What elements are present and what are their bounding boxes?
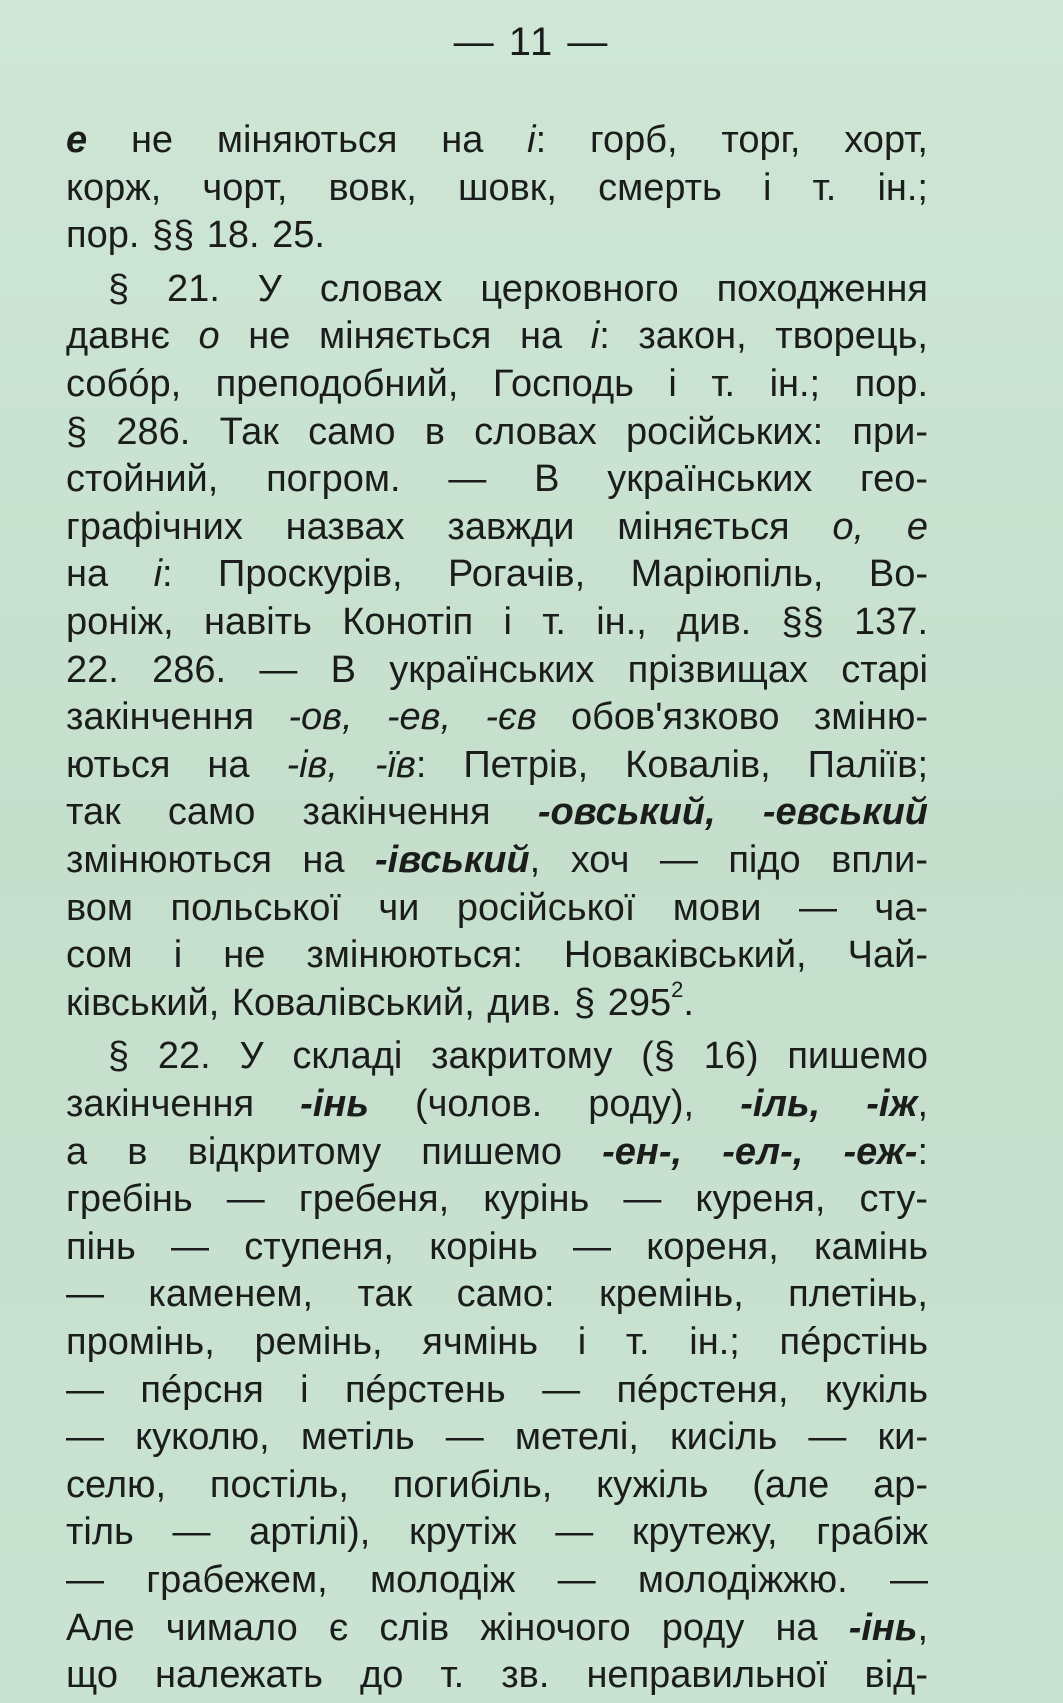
text-line: вом польської чи російської мови — ча-	[66, 886, 928, 929]
text-line: ківський, Ковалівський, див. § $295^2$.	[66, 976, 694, 1024]
text-line: а в відкритому пишемо -ен-, -ел-, -еж-:	[66, 1130, 928, 1173]
text-line: § 286. Так само в словах російських: при-	[66, 410, 928, 453]
text-line: Але чимало є слів жіночого роду на -інь,	[66, 1606, 928, 1649]
text-line: корж, чорт, вовк, шовк, смерть і т. ін.;	[66, 166, 928, 209]
text-line: роніж, навіть Конотіп і т. ін., див. §§ 137.	[66, 601, 928, 643]
text-line: — грабежем, молодіж — молодіжжю. —	[66, 1559, 928, 1601]
text-line: собóр, преподобний, Господь і т. ін.; пор.	[66, 363, 928, 405]
text-line: гребінь — гребеня, курінь — куреня, сту-	[66, 1178, 928, 1221]
page-number: — 11 —	[453, 20, 610, 64]
paragraph-21-start: § 21. У словах церковного походження	[108, 267, 928, 310]
text-line: пінь — ступеня, корінь — кореня, камінь	[66, 1225, 928, 1268]
paragraph-22-start: § 22. У складі закритому (§ 16) пишемо	[108, 1035, 928, 1078]
text-line: ються на -ів, -їв: Петрів, Ковалів, Паліїв;	[66, 743, 929, 786]
text-line: 22. 286. — В українських прізвищах старі	[66, 648, 928, 691]
text-line: що належать до т. зв. неправильної від-	[66, 1654, 928, 1697]
text-line: пор. §§ 18. 25.	[66, 214, 325, 257]
text-line: так само закінчення -овський, -евський	[66, 791, 928, 834]
text-line: графічних назвах завжди міняється о, е	[66, 505, 928, 548]
text-line: — каменем, так само: кремінь, плетінь,	[66, 1273, 928, 1316]
text-line: тіль — артілі), крутіж — крутежу, грабіж	[66, 1511, 928, 1554]
text-line: закінчення -інь (чолов. роду), -іль, -іж,	[66, 1083, 928, 1125]
text-line: закінчення -ов, -ев, -єв обов'язково зміню-	[66, 696, 928, 739]
text-line: — куколю, метіль — метелі, кисіль — ки-	[66, 1416, 928, 1459]
text-line: сом і не змінюються: Новаківський, Чай-	[66, 934, 928, 977]
text-line: промінь, ремінь, ячмінь і т. ін.; пéрстінь	[66, 1321, 928, 1363]
text-line: е не міняються на і: горб, торг, хорт,	[66, 119, 928, 161]
text-line: — пéрсня і пéрстень — пéрстеня, кукіль	[66, 1368, 928, 1411]
text-line: стойний, погром. — В українських гео-	[66, 458, 928, 501]
text-line: давнє о не міняється на і: закон, творець,	[66, 315, 928, 358]
text-line: селю, постіль, погибіль, кужіль (але ар-	[66, 1463, 928, 1506]
text-line: змінюються на -івський, хоч — підо впли-	[66, 839, 928, 881]
text-line: на і: Проскурів, Рогачів, Маріюпіль, Во-	[66, 553, 928, 596]
